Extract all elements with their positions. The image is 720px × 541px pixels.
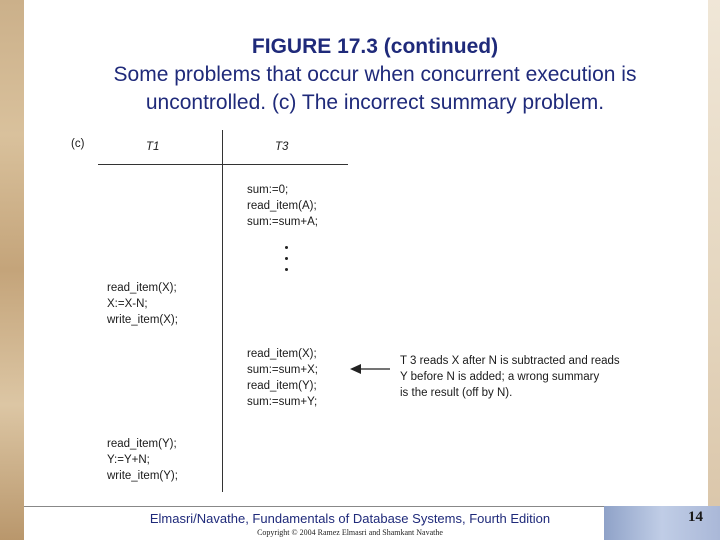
t1-line: read_item(X); — [107, 282, 177, 294]
t3-line: sum:=sum+Y; — [247, 396, 318, 408]
desert-background-strip — [0, 0, 24, 540]
t3-line: read_item(Y); — [247, 380, 317, 392]
page-number: 14 — [688, 509, 703, 525]
t1-line: Y:=Y+N; — [107, 454, 150, 466]
figure-label: (c) — [71, 138, 85, 150]
t3-line: sum:=0; — [247, 184, 289, 196]
header-divider — [98, 164, 348, 165]
column-header-t3: T3 — [275, 141, 289, 153]
slide-title: FIGURE 17.3 (continued) — [251, 35, 499, 58]
t3-line: read_item(A); — [247, 200, 317, 212]
slide-subtitle-line2: uncontrolled. (c) The incorrect summary problem. — [145, 91, 605, 114]
t1-line: X:=X-N; — [107, 298, 148, 310]
t1-line: read_item(Y); — [107, 438, 177, 450]
ellipsis-dot — [285, 268, 288, 271]
annotation-line: is the result (off by N). — [400, 387, 513, 399]
column-header-t1: T1 — [146, 141, 160, 153]
t1-line: write_item(X); — [107, 314, 178, 326]
annotation-line: Y before N is added; a wrong summary — [400, 371, 600, 383]
t3-line: sum:=sum+A; — [247, 216, 318, 228]
annotation-line: T 3 reads X after N is subtracted and reads — [400, 355, 620, 367]
column-divider — [222, 130, 223, 492]
t3-line: read_item(X); — [247, 348, 317, 360]
ellipsis-dot — [285, 257, 288, 260]
footer-book-title: Elmasri/Navathe, Fundamentals of Database Systems, Fourth Edition — [149, 511, 551, 526]
t1-line: write_item(Y); — [107, 470, 178, 482]
footer-copyright: Copyright © 2004 Ramez Elmasri and Shamkant Navathe — [257, 528, 443, 537]
t3-line: sum:=sum+X; — [247, 364, 318, 376]
slide-subtitle-line1: Some problems that occur when concurrent execution is — [113, 63, 637, 86]
arrow-left-icon — [350, 362, 392, 376]
ellipsis-dot — [285, 246, 288, 249]
